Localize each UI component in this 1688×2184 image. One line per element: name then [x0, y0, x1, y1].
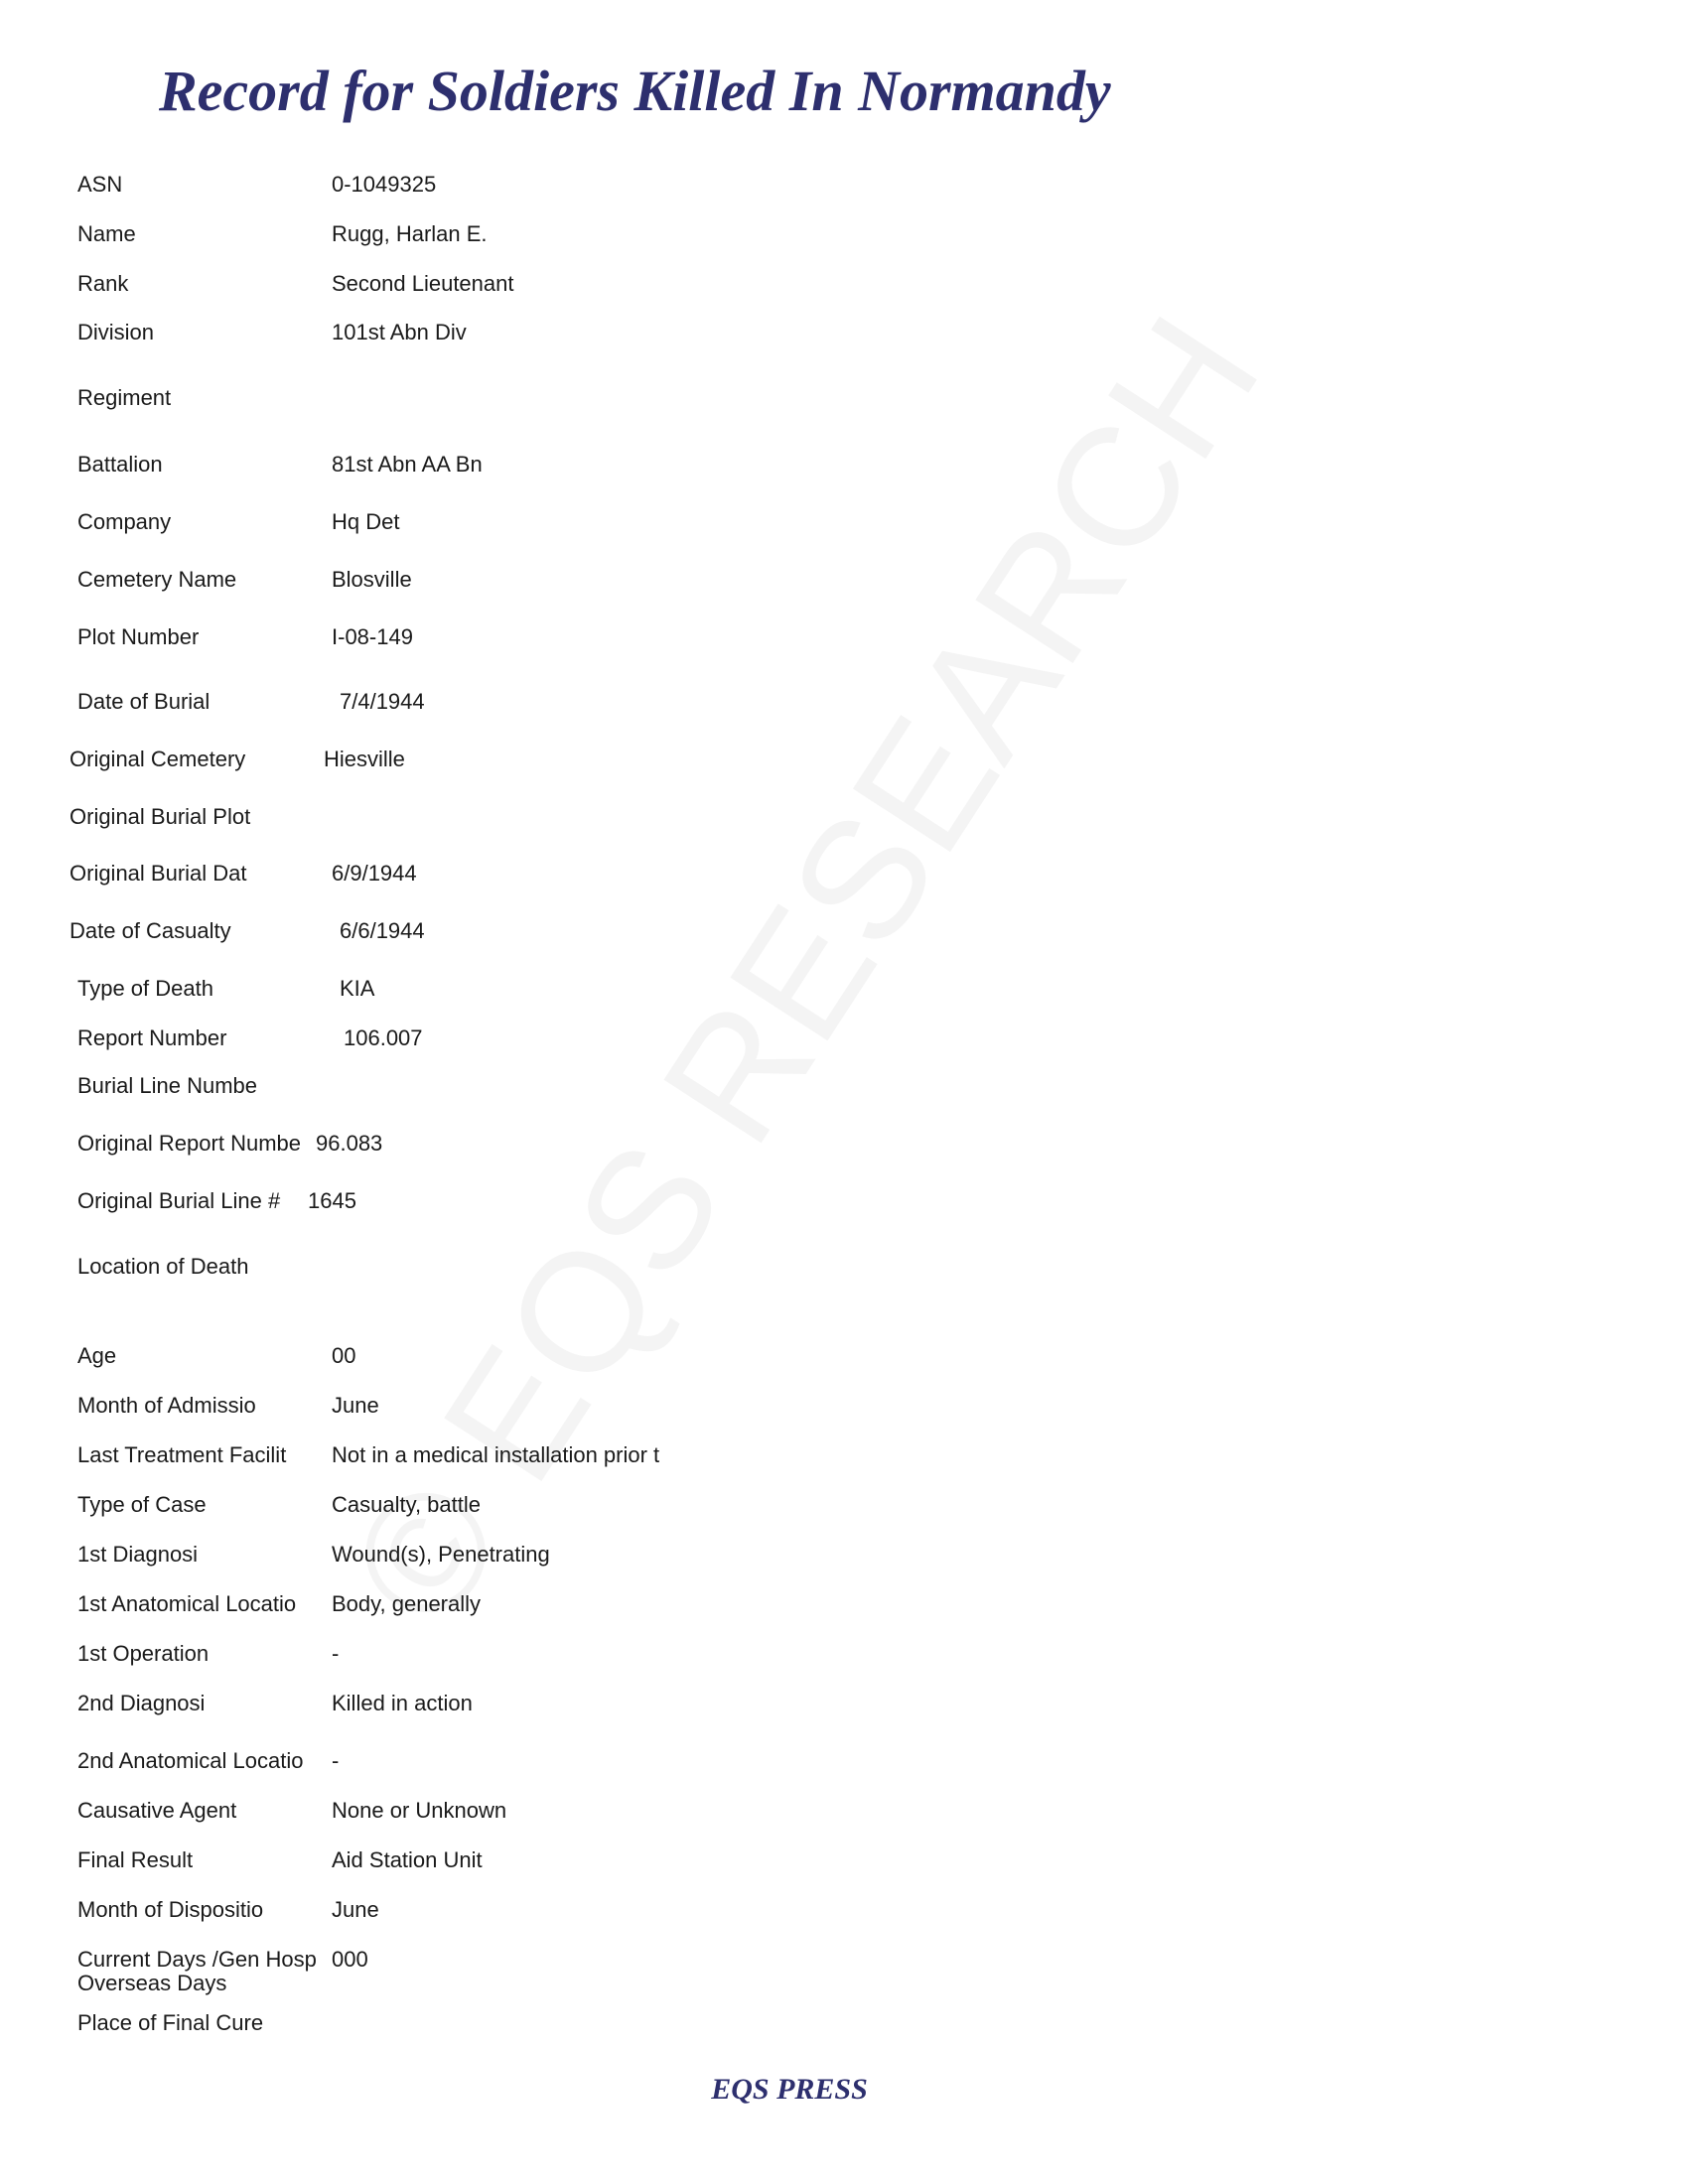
field-label: Original Burial Dat: [70, 861, 247, 886]
field-value: Hq Det: [332, 509, 400, 534]
field-value: 81st Abn AA Bn: [332, 452, 483, 477]
field-label: Battalion: [77, 452, 163, 477]
field-value: 1645: [308, 1188, 356, 1213]
field-label: Date of Burial: [77, 689, 211, 714]
field-label: Rank: [77, 271, 129, 296]
field-sublabel: Overseas Days: [77, 1971, 227, 1995]
field-label: Current Days /Gen Hosp: [77, 1947, 317, 1972]
field-value: None or Unknown: [332, 1798, 507, 1823]
field-label: Age: [77, 1343, 117, 1368]
field-value: Rugg, Harlan E.: [332, 221, 488, 246]
field-value: Killed in action: [332, 1691, 473, 1715]
field-value: -: [332, 1641, 340, 1666]
field-label: 2nd Diagnosi: [77, 1691, 206, 1715]
field-value: June: [332, 1897, 379, 1922]
field-label: Plot Number: [77, 624, 200, 649]
field-value: Body, generally: [332, 1591, 482, 1616]
field-value: Not in a medical installation prior t: [332, 1442, 660, 1467]
field-label: Cemetery Name: [77, 567, 237, 592]
field-value: June: [332, 1393, 379, 1418]
field-label: Type of Death: [77, 976, 213, 1001]
field-value: 000: [332, 1947, 368, 1972]
field-label: Division: [77, 320, 155, 344]
field-label: Original Burial Line #: [77, 1188, 281, 1213]
field-label: Original Cemetery: [70, 747, 246, 771]
field-value: I-08-149: [332, 624, 413, 649]
field-label: Final Result: [77, 1847, 194, 1872]
field-value: Wound(s), Penetrating: [332, 1542, 550, 1567]
field-label: Regiment: [77, 385, 172, 410]
field-label: 1st Operation: [77, 1641, 210, 1666]
field-label: Month of Dispositio: [77, 1897, 264, 1922]
field-value: -: [332, 1748, 340, 1773]
field-label: Company: [77, 509, 172, 534]
field-value: Aid Station Unit: [332, 1847, 483, 1872]
field-value: 0-1049325: [332, 172, 437, 197]
page-title: Record for Soldiers Killed In Normandy: [159, 59, 1111, 123]
field-label: 2nd Anatomical Locatio: [77, 1748, 304, 1773]
field-value: Second Lieutenant: [332, 271, 514, 296]
field-label: Report Number: [77, 1025, 227, 1050]
field-value: 106.007: [344, 1025, 423, 1050]
field-value: Casualty, battle: [332, 1492, 482, 1517]
field-value: 101st Abn Div: [332, 320, 467, 344]
field-label: 1st Anatomical Locatio: [77, 1591, 297, 1616]
field-value: 6/6/1944: [340, 918, 425, 943]
field-label: ASN: [77, 172, 123, 197]
field-label: Type of Case: [77, 1492, 207, 1517]
field-label: Date of Casualty: [70, 918, 231, 943]
field-value: 96.083: [316, 1131, 383, 1156]
field-label: Causative Agent: [77, 1798, 237, 1823]
field-label: Location of Death: [77, 1254, 249, 1279]
field-label: Original Burial Plot: [70, 804, 251, 829]
field-label: Burial Line Numbe: [77, 1073, 257, 1098]
field-label: Month of Admissio: [77, 1393, 256, 1418]
field-value: Blosville: [332, 567, 412, 592]
field-value: 7/4/1944: [340, 689, 425, 714]
field-value: 00: [332, 1343, 356, 1368]
field-label: Original Report Numbe: [77, 1131, 301, 1156]
field-label: Place of Final Cure: [77, 2010, 264, 2035]
field-label: Name: [77, 221, 136, 246]
field-value: Hiesville: [324, 747, 405, 771]
field-value: KIA: [340, 976, 375, 1001]
field-label: 1st Diagnosi: [77, 1542, 199, 1567]
field-value: 6/9/1944: [332, 861, 417, 886]
footer-publisher: EQS PRESS: [711, 2073, 868, 2106]
field-label: Last Treatment Facilit: [77, 1442, 287, 1467]
